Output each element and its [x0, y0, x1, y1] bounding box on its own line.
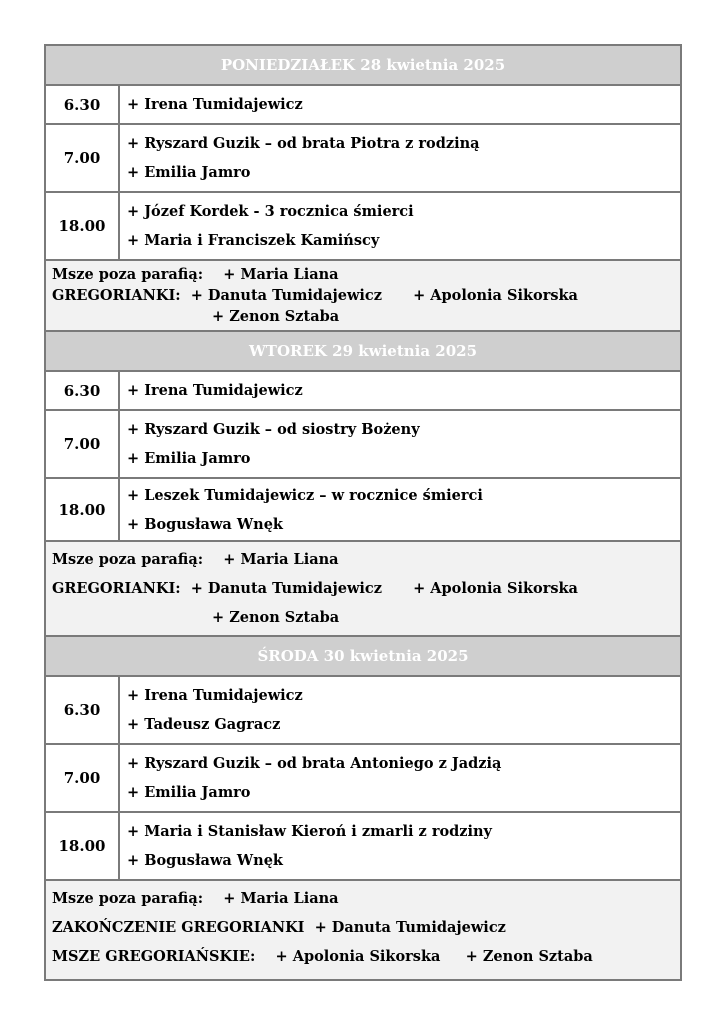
intention: + Irena Tumidajewicz — [127, 381, 303, 399]
gregorian-masses-label: MSZE GREGORIAŃSKIE: — [52, 948, 256, 965]
extra-masses-block — [46, 881, 680, 979]
outside-parish-label: Msze poza parafią: — [52, 266, 204, 283]
mass-intentions — [120, 813, 680, 879]
mass-row — [46, 813, 680, 881]
intention: + Ryszard Guzik – od brata Piotra z rodziną — [127, 135, 480, 152]
intention: + Ryszard Guzik – od brata Antoniego z Jadzią — [127, 755, 502, 772]
mass-time: 6.30 — [46, 677, 120, 743]
gregorian-masses-line — [52, 942, 680, 971]
gregorian-line — [52, 574, 680, 603]
gregorian-item: + Apolonia Sikorska — [413, 580, 578, 597]
outside-parish-value: + Maria Liana — [223, 266, 339, 283]
intention: + Emilia Jamro — [127, 164, 251, 181]
outside-parish-label: Msze poza parafią: — [52, 890, 204, 907]
mass-row — [46, 745, 680, 813]
mass-time: 18.00 — [46, 813, 120, 879]
gregorian-item: + Apolonia Sikorska — [413, 287, 578, 304]
intention: + Bogusława Wnęk — [127, 852, 283, 869]
mass-time: 18.00 — [46, 193, 120, 259]
gregorian-item: + Zenon Sztaba — [212, 609, 340, 626]
intention: + Emilia Jamro — [127, 784, 251, 801]
intention: + Irena Tumidajewicz — [127, 95, 303, 113]
gregorian-line — [52, 285, 680, 306]
mass-row — [46, 411, 680, 479]
mass-intentions — [120, 125, 680, 191]
mass-time: 6.30 — [46, 372, 120, 409]
intention: + Emilia Jamro — [127, 450, 251, 467]
outside-parish-line — [52, 545, 680, 574]
gregorian-label: GREGORIANKI: — [52, 287, 181, 304]
mass-row — [46, 86, 680, 125]
mass-row — [46, 479, 680, 542]
gregorian-item: + Zenon Sztaba — [212, 308, 340, 325]
intention: + Ryszard Guzik – od siostry Bożeny — [127, 421, 420, 438]
outside-parish-line — [52, 884, 680, 913]
mass-schedule-table — [44, 44, 682, 981]
day-header-tuesday: WTOREK 29 kwietnia 2025 — [46, 332, 680, 372]
gregorian-label: GREGORIANKI: — [52, 580, 181, 597]
gregorian-item: + Danuta Tumidajewicz — [190, 580, 382, 597]
mass-time: 18.00 — [46, 479, 120, 540]
gregorian-line — [52, 306, 680, 327]
mass-intentions — [120, 745, 680, 811]
gregorian-item: + Apolonia Sikorska — [275, 948, 441, 965]
outside-parish-value: + Maria Liana — [223, 551, 339, 568]
intention: + Maria i Franciszek Kamińscy — [127, 232, 380, 249]
mass-time: 7.00 — [46, 125, 120, 191]
gregorian-end-line — [52, 913, 680, 942]
day-header-monday: PONIEDZIAŁEK 28 kwietnia 2025 — [46, 46, 680, 86]
mass-row — [46, 125, 680, 193]
mass-time: 6.30 — [46, 86, 120, 123]
day-header-wednesday: ŚRODA 30 kwietnia 2025 — [46, 637, 680, 677]
mass-intentions — [120, 677, 680, 743]
mass-row — [46, 193, 680, 261]
mass-time: 7.00 — [46, 745, 120, 811]
outside-parish-line — [52, 264, 680, 285]
gregorian-item: + Zenon Sztaba — [465, 948, 593, 965]
gregorian-end-value: + Danuta Tumidajewicz — [314, 919, 506, 936]
extra-masses-block — [46, 261, 680, 332]
mass-intentions — [120, 193, 680, 259]
intention: + Bogusława Wnęk — [127, 515, 283, 533]
mass-intentions — [120, 479, 680, 540]
intention: + Tadeusz Gagracz — [127, 716, 281, 733]
mass-intentions — [120, 411, 680, 477]
gregorian-item: + Danuta Tumidajewicz — [190, 287, 382, 304]
mass-row — [46, 677, 680, 745]
outside-parish-label: Msze poza parafią: — [52, 551, 204, 568]
outside-parish-value: + Maria Liana — [223, 890, 339, 907]
mass-intentions — [120, 372, 680, 409]
mass-row — [46, 372, 680, 411]
mass-time: 7.00 — [46, 411, 120, 477]
intention: + Irena Tumidajewicz — [127, 687, 303, 704]
gregorian-end-label: ZAKOŃCZENIE GREGORIANKI — [52, 919, 305, 936]
extra-masses-block — [46, 542, 680, 637]
mass-intentions — [120, 86, 680, 123]
intention: + Maria i Stanisław Kieroń i zmarli z rodziny — [127, 823, 492, 840]
intention: + Leszek Tumidajewicz – w rocznice śmierci — [127, 486, 483, 504]
intention: + Józef Kordek - 3 rocznica śmierci — [127, 203, 414, 220]
gregorian-line — [52, 603, 680, 632]
